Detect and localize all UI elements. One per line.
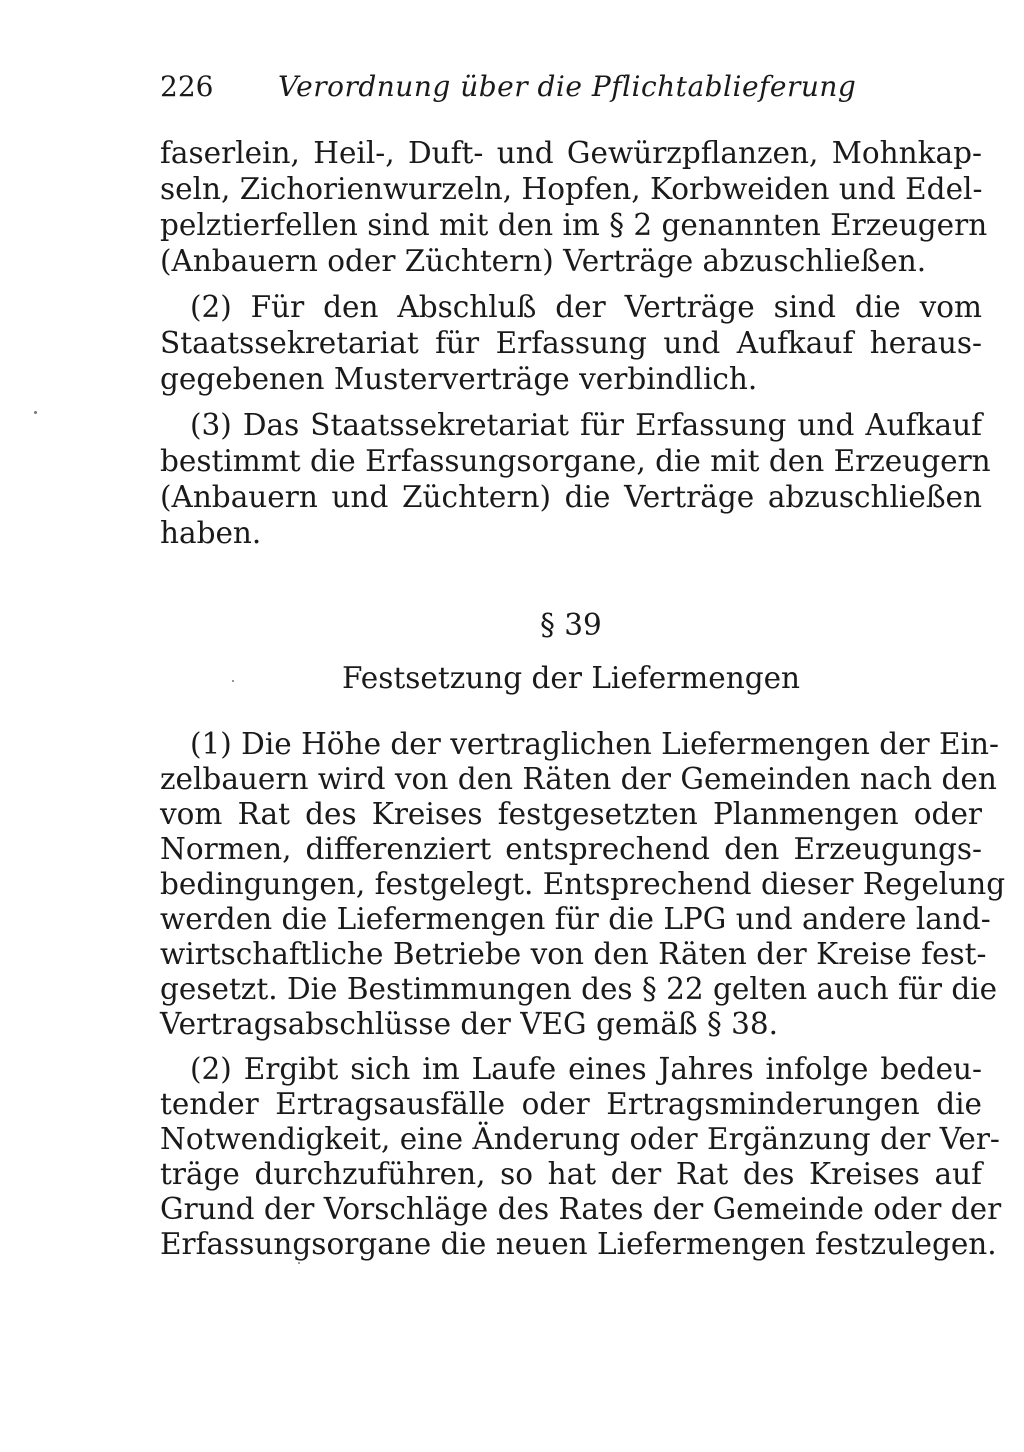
text-line: (Anbauern oder Züchtern) Verträge abzuschließen. [160,244,927,278]
text-line: Grund der Vorschläge des Rates der Gemeinde oder der [160,1192,1002,1226]
text-line: Vertragsabschlüsse der VEG gemäß § 38. [160,1007,779,1041]
text-line: (3) Das Staatssekretariat für Erfassung und Aufkauf [190,408,982,442]
text-line: (2) Für den Abschluß der Verträge sind die vom [190,290,982,324]
section-number: § 39 [540,608,602,642]
text-line: (Anbauern und Züchtern) die Verträge abzuschließen [160,480,982,514]
text-line: gegebenen Musterverträge verbindlich. [160,362,758,396]
running-title: Verordnung über die Pflichtablieferung [278,70,857,103]
text-line: seln, Zichorienwurzeln, Hopfen, Korbweiden und Edel- [160,172,983,206]
text-line: wirtschaftliche Betriebe von den Räten der Kreise fest- [160,937,987,971]
running-head [160,70,880,110]
text-line: Erfassungsorgane die neuen Liefermengen festzulegen. [160,1227,997,1261]
text-line: werden die Liefermengen für die LPG und andere land- [160,902,991,936]
text-line: pelztierfellen sind mit den im § 2 genannten Erzeugern [160,208,988,242]
text-line: bestimmt die Erfassungsorgane, die mit den Erzeugern [160,444,991,478]
text-line: bedingungen, festgelegt. Entsprechend dieser Regelung [160,867,1006,901]
section-heading: Festsetzung der Liefermengen [341,661,801,695]
text-line: träge durchzuführen, so hat der Rat des Kreises auf [160,1157,982,1191]
text-line: faserlein, Heil-, Duft- und Gewürzpflanzen, Mohnkap- [160,136,982,170]
page-number: 226 [160,70,214,103]
text-line: zelbauern wird von den Räten der Gemeinden nach den [160,762,997,796]
text-line: gesetzt. Die Bestimmungen des § 22 gelten auch für die [160,972,998,1006]
text-line: Notwendigkeit, eine Änderung oder Ergänzung der Ver- [160,1122,1000,1156]
text-line: (2) Ergibt sich im Laufe eines Jahres infolge bedeu- [190,1052,982,1086]
scan-speck [232,680,234,682]
text-line: haben. [160,516,262,550]
text-line: Normen, differenziert entsprechend den Erzeugungs- [160,832,982,866]
text-line: Staatssekretariat für Erfassung und Aufkauf heraus- [160,326,982,360]
scan-speck [34,411,37,414]
text-line: tender Ertragsausfälle oder Ertragsminderungen die [160,1087,982,1121]
scan-speck [298,1262,300,1264]
text-line: (1) Die Höhe der vertraglichen Liefermengen der Ein- [190,727,999,761]
text-line: vom Rat des Kreises festgesetzten Planmengen oder [160,797,982,831]
